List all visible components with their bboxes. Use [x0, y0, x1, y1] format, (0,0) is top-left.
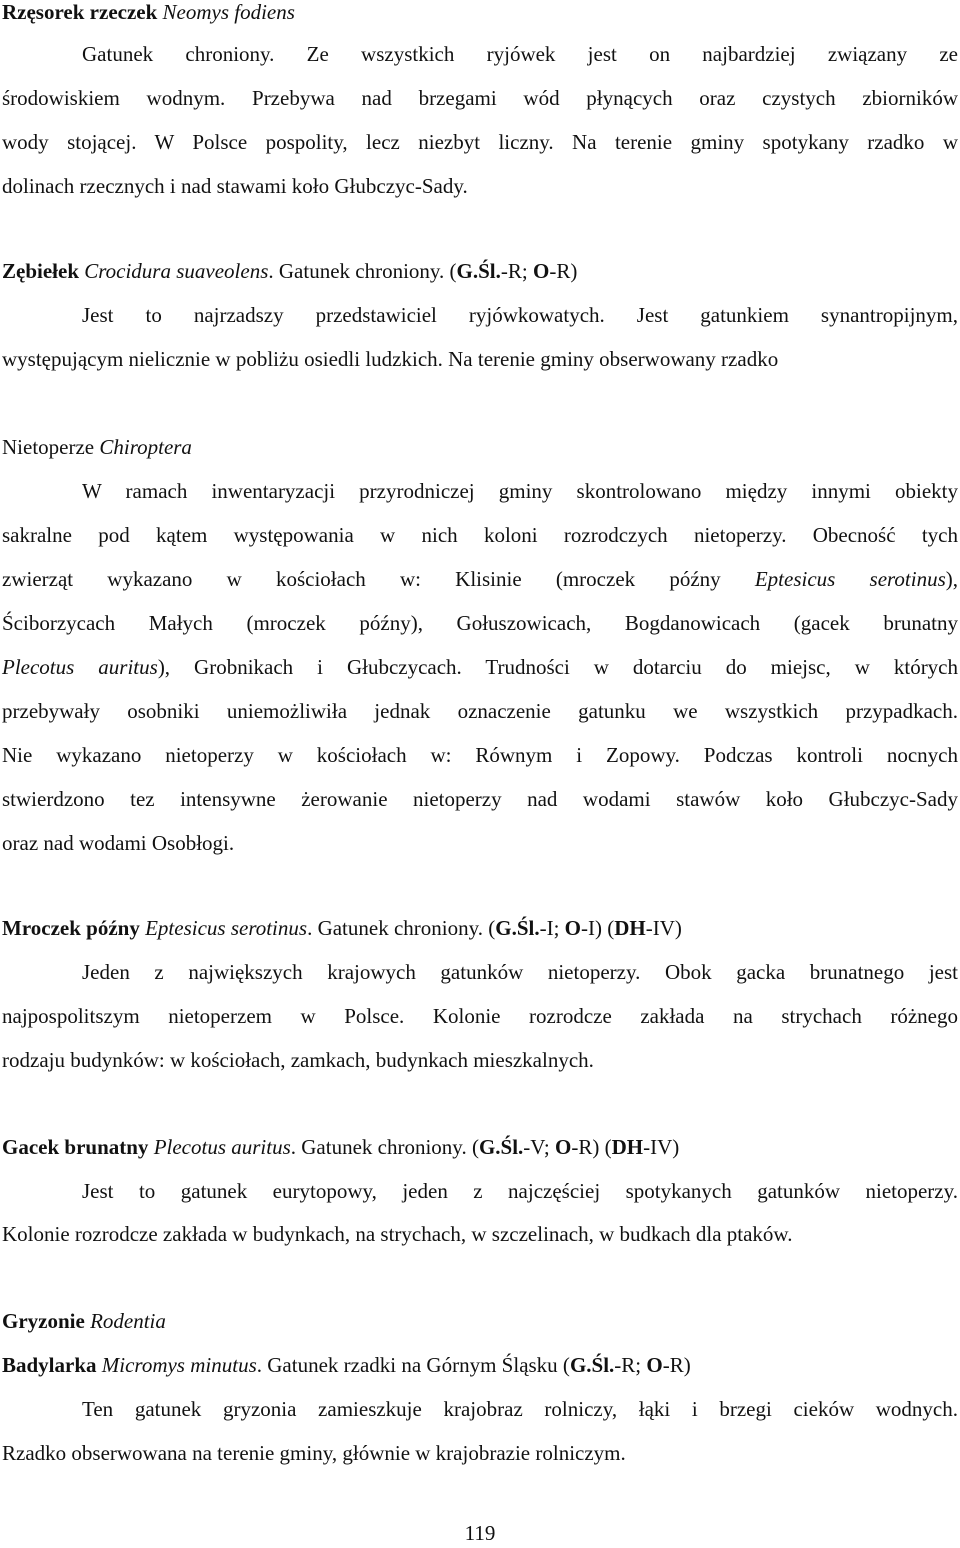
region-code: G.Śl. [495, 916, 540, 940]
paragraph-line: oraz nad wodami Osobłogi. [2, 831, 235, 855]
heading-zebielek [2, 256, 958, 286]
heading-nietoperze [2, 432, 958, 462]
species-name-latin: Plecotus auritus [2, 655, 158, 679]
group-name-pl: Nietoperze [2, 435, 95, 459]
paragraph-line: środowiskiem wodnym. Przebywa nad brzegami wód płynących oraz czystych zbiorników [2, 86, 958, 110]
text-run: ), Grobnikach i Głubczycach. Trudności w dotarciu do miejsc, w których [157, 655, 959, 679]
paragraph-line: Gatunek chroniony. Ze wszystkich ryjówek jest on najbardziej związany ze [82, 42, 958, 66]
paragraph-line [2, 652, 958, 682]
species-name-pl: Badylarka [2, 1353, 97, 1377]
region-code: O [646, 1353, 663, 1377]
status-code: -IV) [643, 1135, 680, 1159]
heading-rzesorek [2, 0, 958, 27]
paragraph-line: W ramach inwentaryzacji przyrodniczej gminy skontrolowano między innymi obiekty [82, 479, 958, 503]
paragraph-line: rodzaju budynków: w kościołach, zamkach, budynkach mieszkalnych. [2, 1048, 594, 1072]
paragraph-line: Ściborzycach Małych (mroczek późny), Gołuszowicach, Bogdanowicach (gacek brunatny [2, 611, 958, 635]
paragraph-line: Ten gatunek gryzonia zamieszkuje krajobraz rolniczy, łąki i brzegi cieków wodnych. [82, 1397, 958, 1421]
status-code: -R) [549, 259, 578, 283]
region-code: DH [611, 1135, 644, 1159]
region-code: O [533, 259, 550, 283]
protection-status: . Gatunek chroniony. ( [307, 916, 496, 940]
status-code: -R; [614, 1353, 647, 1377]
protection-status: . Gatunek rzadki na Górnym Śląsku ( [256, 1353, 570, 1377]
paragraph-line: wody stojącej. W Polsce pospolity, lecz niezbyt liczny. Na terenie gminy spotykany rzadko w [2, 130, 958, 154]
species-name-latin: Crocidura suaveolens [84, 259, 269, 283]
paragraph-line [2, 564, 958, 594]
text-run: ), [945, 567, 958, 591]
species-name-pl: Zębiełek [2, 259, 79, 283]
species-name-pl: Mroczek późny [2, 916, 140, 940]
status-code: -IV) [645, 916, 682, 940]
species-name-latin: Neomys fodiens [162, 0, 295, 24]
paragraph-line: dolinach rzecznych i nad stawami koło Głubczyc-Sady. [2, 174, 468, 198]
region-code: O [564, 916, 582, 940]
region-code: G.Śl. [456, 259, 501, 283]
paragraph-line: Jeden z największych krajowych gatunków nietoperzy. Obok gacka brunatnego jest [82, 960, 958, 984]
heading-gryzonie [2, 1306, 958, 1336]
region-code: G.Śl. [569, 1353, 615, 1377]
group-name-pl: Gryzonie [2, 1309, 85, 1333]
paragraph-line: Kolonie rozrodcze zakłada w budynkach, na strychach, w szczelinach, w budkach dla ptaków. [2, 1222, 793, 1246]
heading-gacek [2, 1132, 958, 1162]
page-number: 119 [464, 1521, 496, 1545]
paragraph-line: przebywały osobniki uniemożliwiła jednak oznaczenie gatunku we wszystkich przypadkach. [2, 699, 958, 723]
paragraph-line: Nie wykazano nietoperzy w kościołach w: Równym i Zopowy. Podczas kontroli nocnych [2, 743, 958, 767]
species-name-latin: Micromys minutus [101, 1353, 257, 1377]
protection-status: . Gatunek chroniony. ( [268, 259, 457, 283]
paragraph-line: stwierdzono tez intensywne żerowanie nietoperzy nad wodami stawów koło Głubczyc-Sady [2, 787, 958, 811]
paragraph-line: sakralne pod kątem występowania w nich koloni rozrodczych nietoperzy. Obecność tych [2, 523, 958, 547]
region-code: G.Śl. [478, 1135, 524, 1159]
species-name-pl: Gacek brunatny [2, 1135, 149, 1159]
group-name-latin: Chiroptera [99, 435, 192, 459]
group-name-latin: Rodentia [90, 1309, 166, 1333]
status-code: -R; [500, 259, 533, 283]
paragraph-line: Jest to gatunek eurytopowy, jeden z najczęściej spotykanych gatunków nietoperzy. [82, 1179, 958, 1203]
paragraph-line: Rzadko obserwowana na terenie gminy, głównie w krajobrazie rolniczym. [2, 1441, 626, 1465]
species-name-pl: Rzęsorek rzeczek [2, 0, 158, 24]
protection-status: . Gatunek chroniony. ( [290, 1135, 479, 1159]
status-code: -I) ( [581, 916, 615, 940]
paragraph-line: najpospolitszym nietoperzem w Polsce. Kolonie rozrodcze zakłada na strychach różnego [2, 1004, 958, 1028]
paragraph-line: Jest to najrzadszy przedstawiciel ryjówkowatych. Jest gatunkiem synantropijnym, [82, 303, 958, 327]
status-code: -V; [523, 1135, 555, 1159]
status-code: -R) ( [571, 1135, 612, 1159]
species-name-latin: Eptesicus serotinus [145, 916, 308, 940]
species-name-latin: Eptesicus serotinus [754, 567, 946, 591]
heading-badylarka [2, 1350, 958, 1380]
status-code: -I; [539, 916, 565, 940]
paragraph-line: występującym nielicznie w pobliżu osiedli ludzkich. Na terenie gminy obserwowany rzadko [2, 347, 779, 371]
region-code: O [554, 1135, 572, 1159]
text-run: zwierząt wykazano w kościołach w: Klisinie (mroczek późny [2, 567, 755, 591]
species-name-latin: Plecotus auritus [153, 1135, 291, 1159]
heading-mroczek [2, 913, 958, 943]
region-code: DH [614, 916, 646, 940]
status-code: -R) [662, 1353, 691, 1377]
